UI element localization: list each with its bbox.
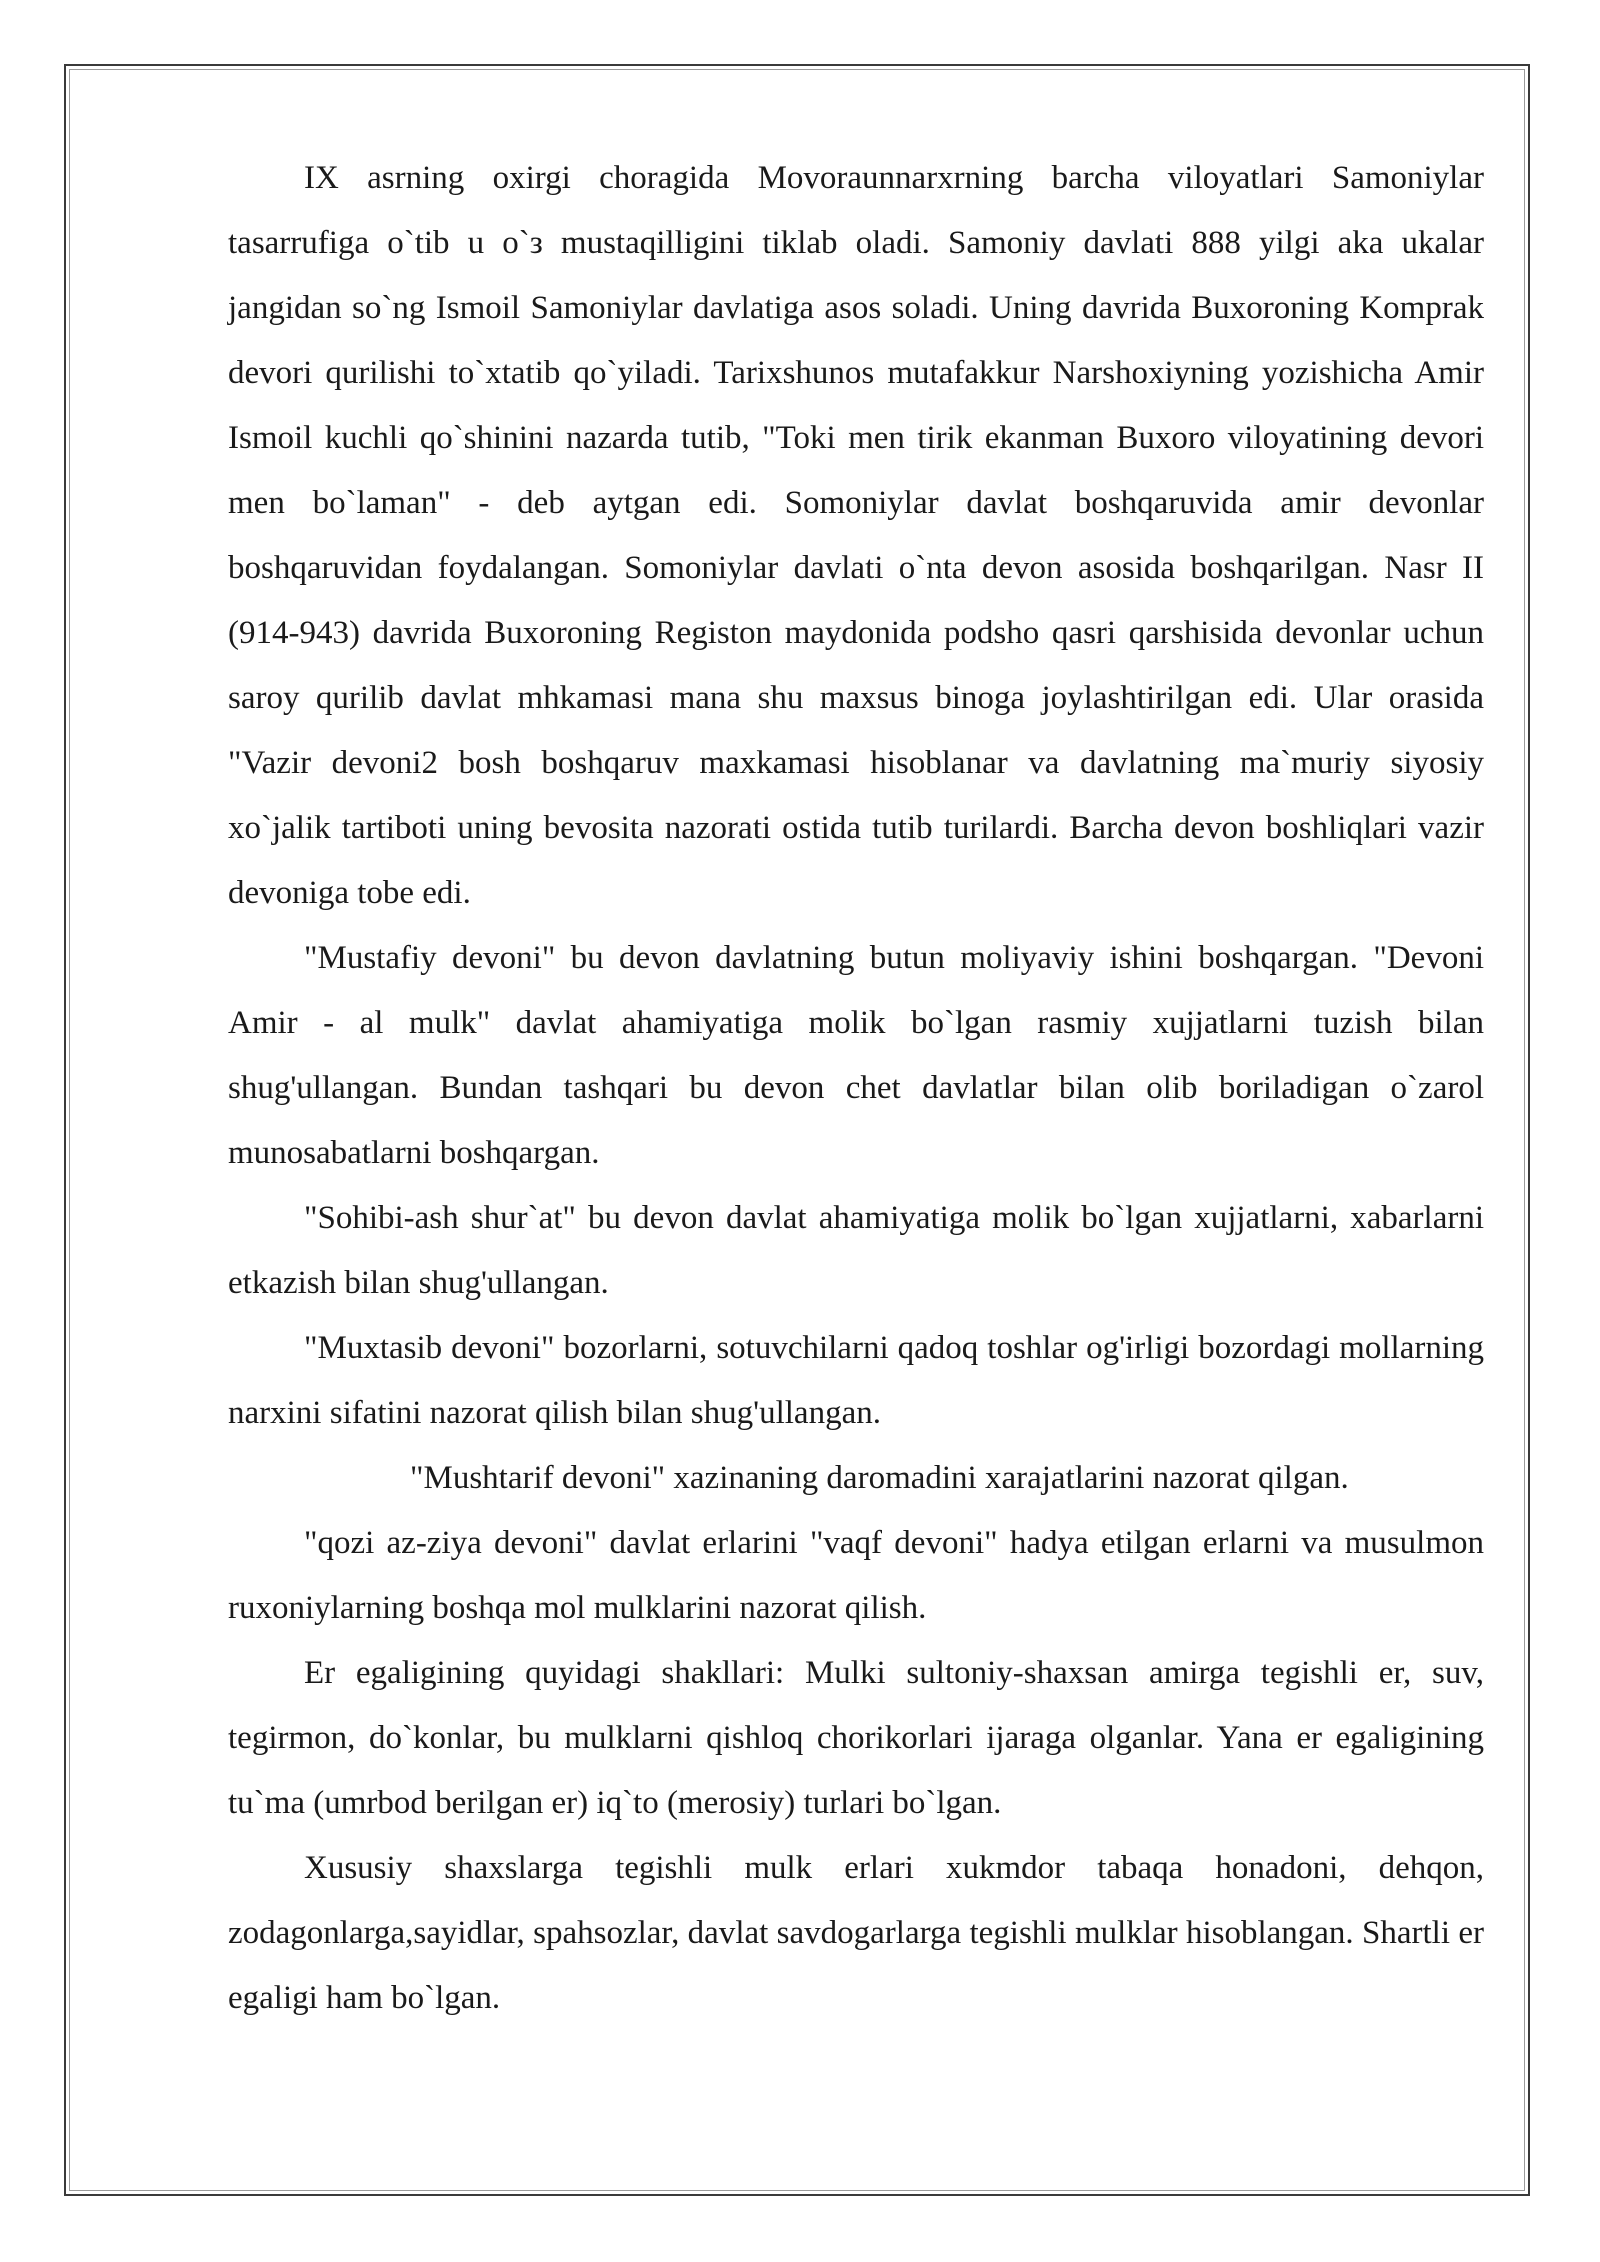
document-body: [228, 146, 1484, 2031]
paragraph-mushtarif-devoni: "Mushtarif devoni" xazinaning daromadini xarajatlarini nazorat qilgan.: [410, 1460, 1349, 1496]
paragraph-er-egaligi: Er egaligining quyidagi shakllari: Mulki sultoniy-shaxsan amirga tegishli er, suv, tegirmon, do`konlar, bu mulklarni qishloq chorikorlari ijaraga olganlar. Yana er egaligining tu`ma (umrbod berilgan er) iq`to (merosiy) turlari bo`lgan.: [228, 1655, 1484, 1821]
paragraph-mustafiy-devoni: "Mustafiy devoni" bu devon davlatning butun moliyaviy ishini boshqargan. "Devoni Amir - al mulk" davlat ahamiyatiga molik bo`lgan rasmiy xujjatlarni tuzish bilan shug'ullangan. Bundan tashqari bu devon chet davlatlar bilan olib boriladigan o`zarol munosabatlarni boshqargan.: [228, 940, 1484, 1171]
paragraph-xususiy-mulk: Xususiy shaxslarga tegishli mulk erlari xukmdor tabaqa honadoni, dehqon, zodagonlarga,sayidlar, spahsozlar, davlat savdogarlarga tegishli mulklar hisoblangan. Shartli er egaligi ham bo`lgan.: [228, 1850, 1484, 2016]
paragraph-muxtasib-devoni: "Muxtasib devoni" bozorlarni, sotuvchilarni qadoq toshlar og'irligi bozordagi mollarning narxini sifatini nazorat qilish bilan shug'ullangan.: [228, 1330, 1484, 1431]
paragraph-samoniylar-intro: IX asrning oxirgi choragida Movoraunnarxrning barcha viloyatlari Samoniylar tasarrufiga o`tib u o`з mustaqilligini tiklab oladi. Samoniy davlati 888 yilgi aka ukalar jangidan so`ng Ismoil Samoniylar davlatiga asos soladi. Uning davrida Buxoroning Komprak devori qurilishi to`xtatib qo`yiladi. Tarixshunos mutafakkur Narshoxiyning yozishicha Amir Ismoil kuchli qo`shinini nazarda tutib, "Toki men tirik ekanman Buxoro viloyatining devori men bo`laman" - deb aytgan edi. Somoniylar davlat boshqaruvida amir devonlar boshqaruvidan foydalangan. Somoniylar davlati o`nta devon asosida boshqarilgan. Nasr II (914-943) davrida Buxoroning Registon maydonida podsho qasri qarshisida devonlar uchun saroy qurilib davlat mhkamasi mana shu maxsus binoga joylashtirilgan edi. Ular orasida "Vazir devoni2 bosh boshqaruv maxkamasi hisoblanar va davlatning ma`muriy siyosiy xo`jalik tartiboti uning bevosita nazorati ostida tutib turilardi. Barcha devon boshliqlari vazir devoniga tobe edi.: [228, 160, 1484, 911]
paragraph-qozi-az-ziya-devoni: "qozi az-ziya devoni" davlat erlarini "vaqf devoni" hadya etilgan erlarni va musulmon ruxoniylarning boshqa mol mulklarini nazorat qilish.: [228, 1525, 1484, 1626]
paragraph-sohibi-ash-shurat: "Sohibi-ash shur`at" bu devon davlat ahamiyatiga molik bo`lgan xujjatlarni, xabarlarni etkazish bilan shug'ullangan.: [228, 1200, 1484, 1301]
